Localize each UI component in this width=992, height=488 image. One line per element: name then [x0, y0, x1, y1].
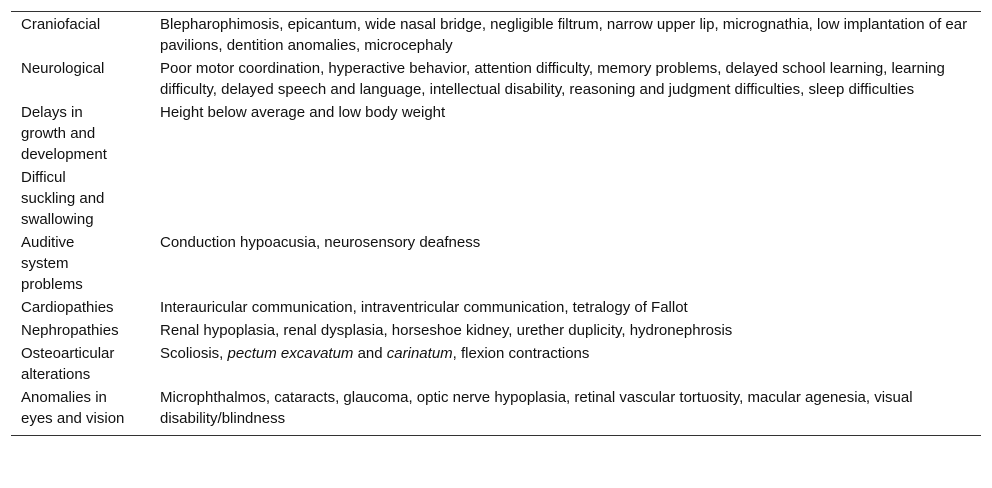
manifestations-text: Scoliosis, [160, 345, 228, 362]
manifestations-cell [160, 343, 981, 387]
table-row [11, 167, 981, 232]
system-cell: Nephropathies [21, 322, 119, 339]
system-cell: Difficul suckling and swallowing [21, 169, 105, 228]
manifestations-text: , flexion contractions [452, 345, 590, 362]
manifestations-cell: Poor motor coordination, hyperactive behavior, attention difficulty, memory problems, delayed school learning, learning difficulty, delayed speech and language, intellectual disability, reasoning and judgment difficulties, sleep difficulties [160, 60, 945, 98]
system-cell: Neurological [21, 60, 105, 77]
manifestations-cell: Conduction hypoacusia, neurosensory deafness [160, 234, 481, 251]
manifestations-italic-text: carinatum [386, 345, 453, 362]
manifestations-cell [160, 167, 981, 232]
table-row [11, 102, 981, 167]
table-row [11, 387, 981, 435]
system-cell: Anomalies in eyes and vision [21, 389, 125, 427]
system-cell: Auditive system problems [21, 234, 83, 293]
table-row [11, 58, 981, 102]
table-row [11, 297, 981, 320]
system-cell: Delays in growth and development [21, 104, 107, 163]
system-cell: Osteoarticular alterations [21, 345, 115, 383]
table-row [11, 12, 981, 58]
manifestations-table-container [11, 11, 981, 436]
system-cell: Craniofacial [21, 16, 101, 33]
table-row [11, 320, 981, 343]
manifestations-table [11, 12, 981, 435]
manifestations-cell: Interauricular communication, intraventricular communication, tetralogy of Fallot [160, 299, 688, 316]
manifestations-cell: Height below average and low body weight [160, 104, 446, 121]
system-cell: Cardiopathies [21, 299, 114, 316]
manifestations-text: and [353, 345, 387, 362]
manifestations-cell: Renal hypoplasia, renal dysplasia, horseshoe kidney, urether duplicity, hydronephrosis [160, 322, 733, 339]
manifestations-italic-text: pectum excavatum [227, 345, 354, 362]
manifestations-cell: Blepharophimosis, epicantum, wide nasal bridge, negligible filtrum, narrow upper lip, micrognathia, low implantation of ear pavilions, dentition anomalies, microcephaly [160, 16, 968, 54]
manifestations-cell: Microphthalmos, cataracts, glaucoma, optic nerve hypoplasia, retinal vascular tortuosity, macular agenesia, visual disability/blindness [160, 389, 913, 427]
table-row [11, 343, 981, 387]
table-row [11, 232, 981, 297]
